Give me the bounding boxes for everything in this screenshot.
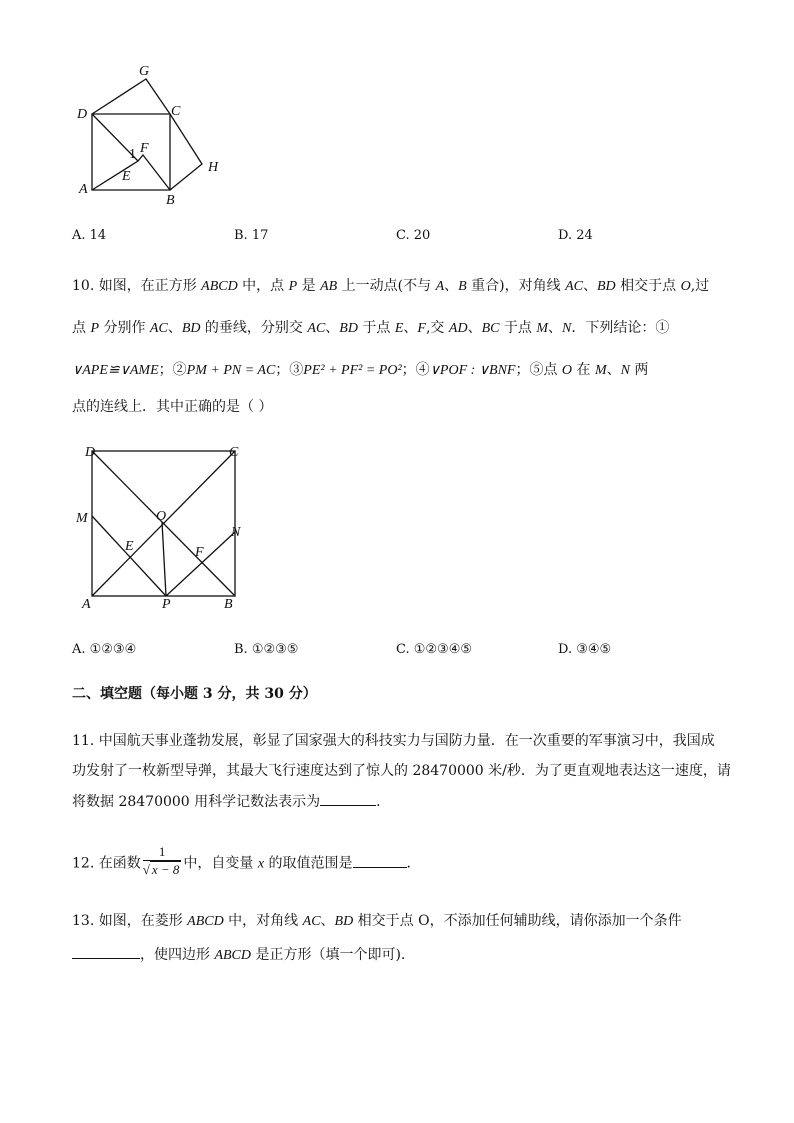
q11-line-3: 将数据 28470000 用科学记数法表示为 ． bbox=[72, 791, 390, 812]
fig2-label-c: C bbox=[229, 445, 239, 460]
figure-square-abcd-gh bbox=[70, 58, 230, 208]
q9-choice-d[interactable]: D. 24 bbox=[558, 228, 593, 243]
fig2-label-m: M bbox=[76, 511, 88, 526]
figure-square-abcd-mn bbox=[70, 440, 250, 620]
q10-line-3: ∨APE≌∨AME；②PM + PN = AC；③PE² + PF² = PO²；④∨POF : ∨BNF；⑤点 O 在 M、N 两 bbox=[72, 362, 649, 378]
label-g: G bbox=[139, 64, 150, 79]
label-h: H bbox=[208, 160, 219, 175]
q10-line-2: 点 P 分别作 AC、BD 的垂线，分别交 AC、BD 于点 E、F,交 AD、BC 于点 M、N．下列结论：① bbox=[72, 320, 670, 336]
fig2-label-b: B bbox=[224, 597, 233, 612]
label-angle-1: 1 bbox=[129, 147, 136, 162]
q11-answer-blank[interactable] bbox=[320, 791, 376, 806]
q10-choice-d[interactable]: D. ③④⑤ bbox=[558, 642, 612, 657]
label-f: F bbox=[140, 141, 149, 156]
q10-line-1: 10. 如图，在正方形 ABCD 中，点 P 是 AB 上一动点(不与 A、B 重合)，对角线 AC、BD 相交于点 O,过 bbox=[72, 278, 710, 294]
label-b: B bbox=[166, 193, 175, 208]
label-c: C bbox=[171, 104, 181, 119]
fig2-label-n: N bbox=[231, 525, 241, 540]
fig2-label-a: A bbox=[82, 597, 91, 612]
q10-choice-b[interactable]: B. ①②③⑤ bbox=[234, 642, 299, 657]
q10-choice-c[interactable]: C. ①②③④⑤ bbox=[396, 642, 473, 657]
q13-line-2: ，使四边形 ABCD 是正方形（填一个即可). bbox=[72, 944, 405, 966]
q11-line-2: 功发射了一枚新型导弹，其最大飞行速度达到了惊人的 28470000 米/秒．为了更直观地表达这一速度，请 bbox=[72, 763, 731, 779]
q12-fraction: $\frac{1}{√ x - 8}$ bbox=[142, 844, 180, 877]
q12-answer-blank[interactable] bbox=[353, 853, 407, 868]
q9-choices bbox=[72, 228, 772, 248]
q9-choice-a[interactable]: A. 14 bbox=[72, 228, 107, 243]
section-heading-fill-in: 二、填空题（每小题 3 分，共 30 分） bbox=[72, 686, 317, 702]
label-e: E bbox=[122, 169, 131, 184]
q11-line-1: 11. 中国航天事业蓬勃发展，彰显了国家强大的科技实力与国防力量．在一次重要的军事演习中，我国成 bbox=[72, 733, 715, 749]
label-d: D bbox=[77, 107, 88, 122]
q10-choices bbox=[72, 642, 772, 662]
q10-choice-a[interactable]: A. ①②③④ bbox=[72, 642, 137, 657]
fig2-label-e: E bbox=[125, 539, 134, 554]
q9-choice-c[interactable]: C. 20 bbox=[396, 228, 431, 243]
q10-line-4: 点的连线上．其中正确的是（ ） bbox=[72, 399, 273, 415]
q9-choice-b[interactable]: B. 17 bbox=[234, 228, 269, 243]
q13-line-1: 13. 如图，在菱形 ABCD 中，对角线 AC、BD 相交于点 O，不添加任何辅助线，请你添加一个条件 bbox=[72, 913, 682, 929]
fig2-label-d: D bbox=[85, 445, 96, 460]
label-a: A bbox=[79, 182, 88, 197]
fig2-label-o: O bbox=[156, 509, 167, 524]
q12-line: 12. 在函数 $\frac{1}{√ x - 8}$ 中，自变量 x 的取值范围是 ． bbox=[72, 844, 421, 877]
fig2-label-f: F bbox=[195, 545, 204, 560]
fig2-label-p: P bbox=[162, 597, 171, 612]
q13-answer-blank[interactable] bbox=[72, 944, 140, 959]
